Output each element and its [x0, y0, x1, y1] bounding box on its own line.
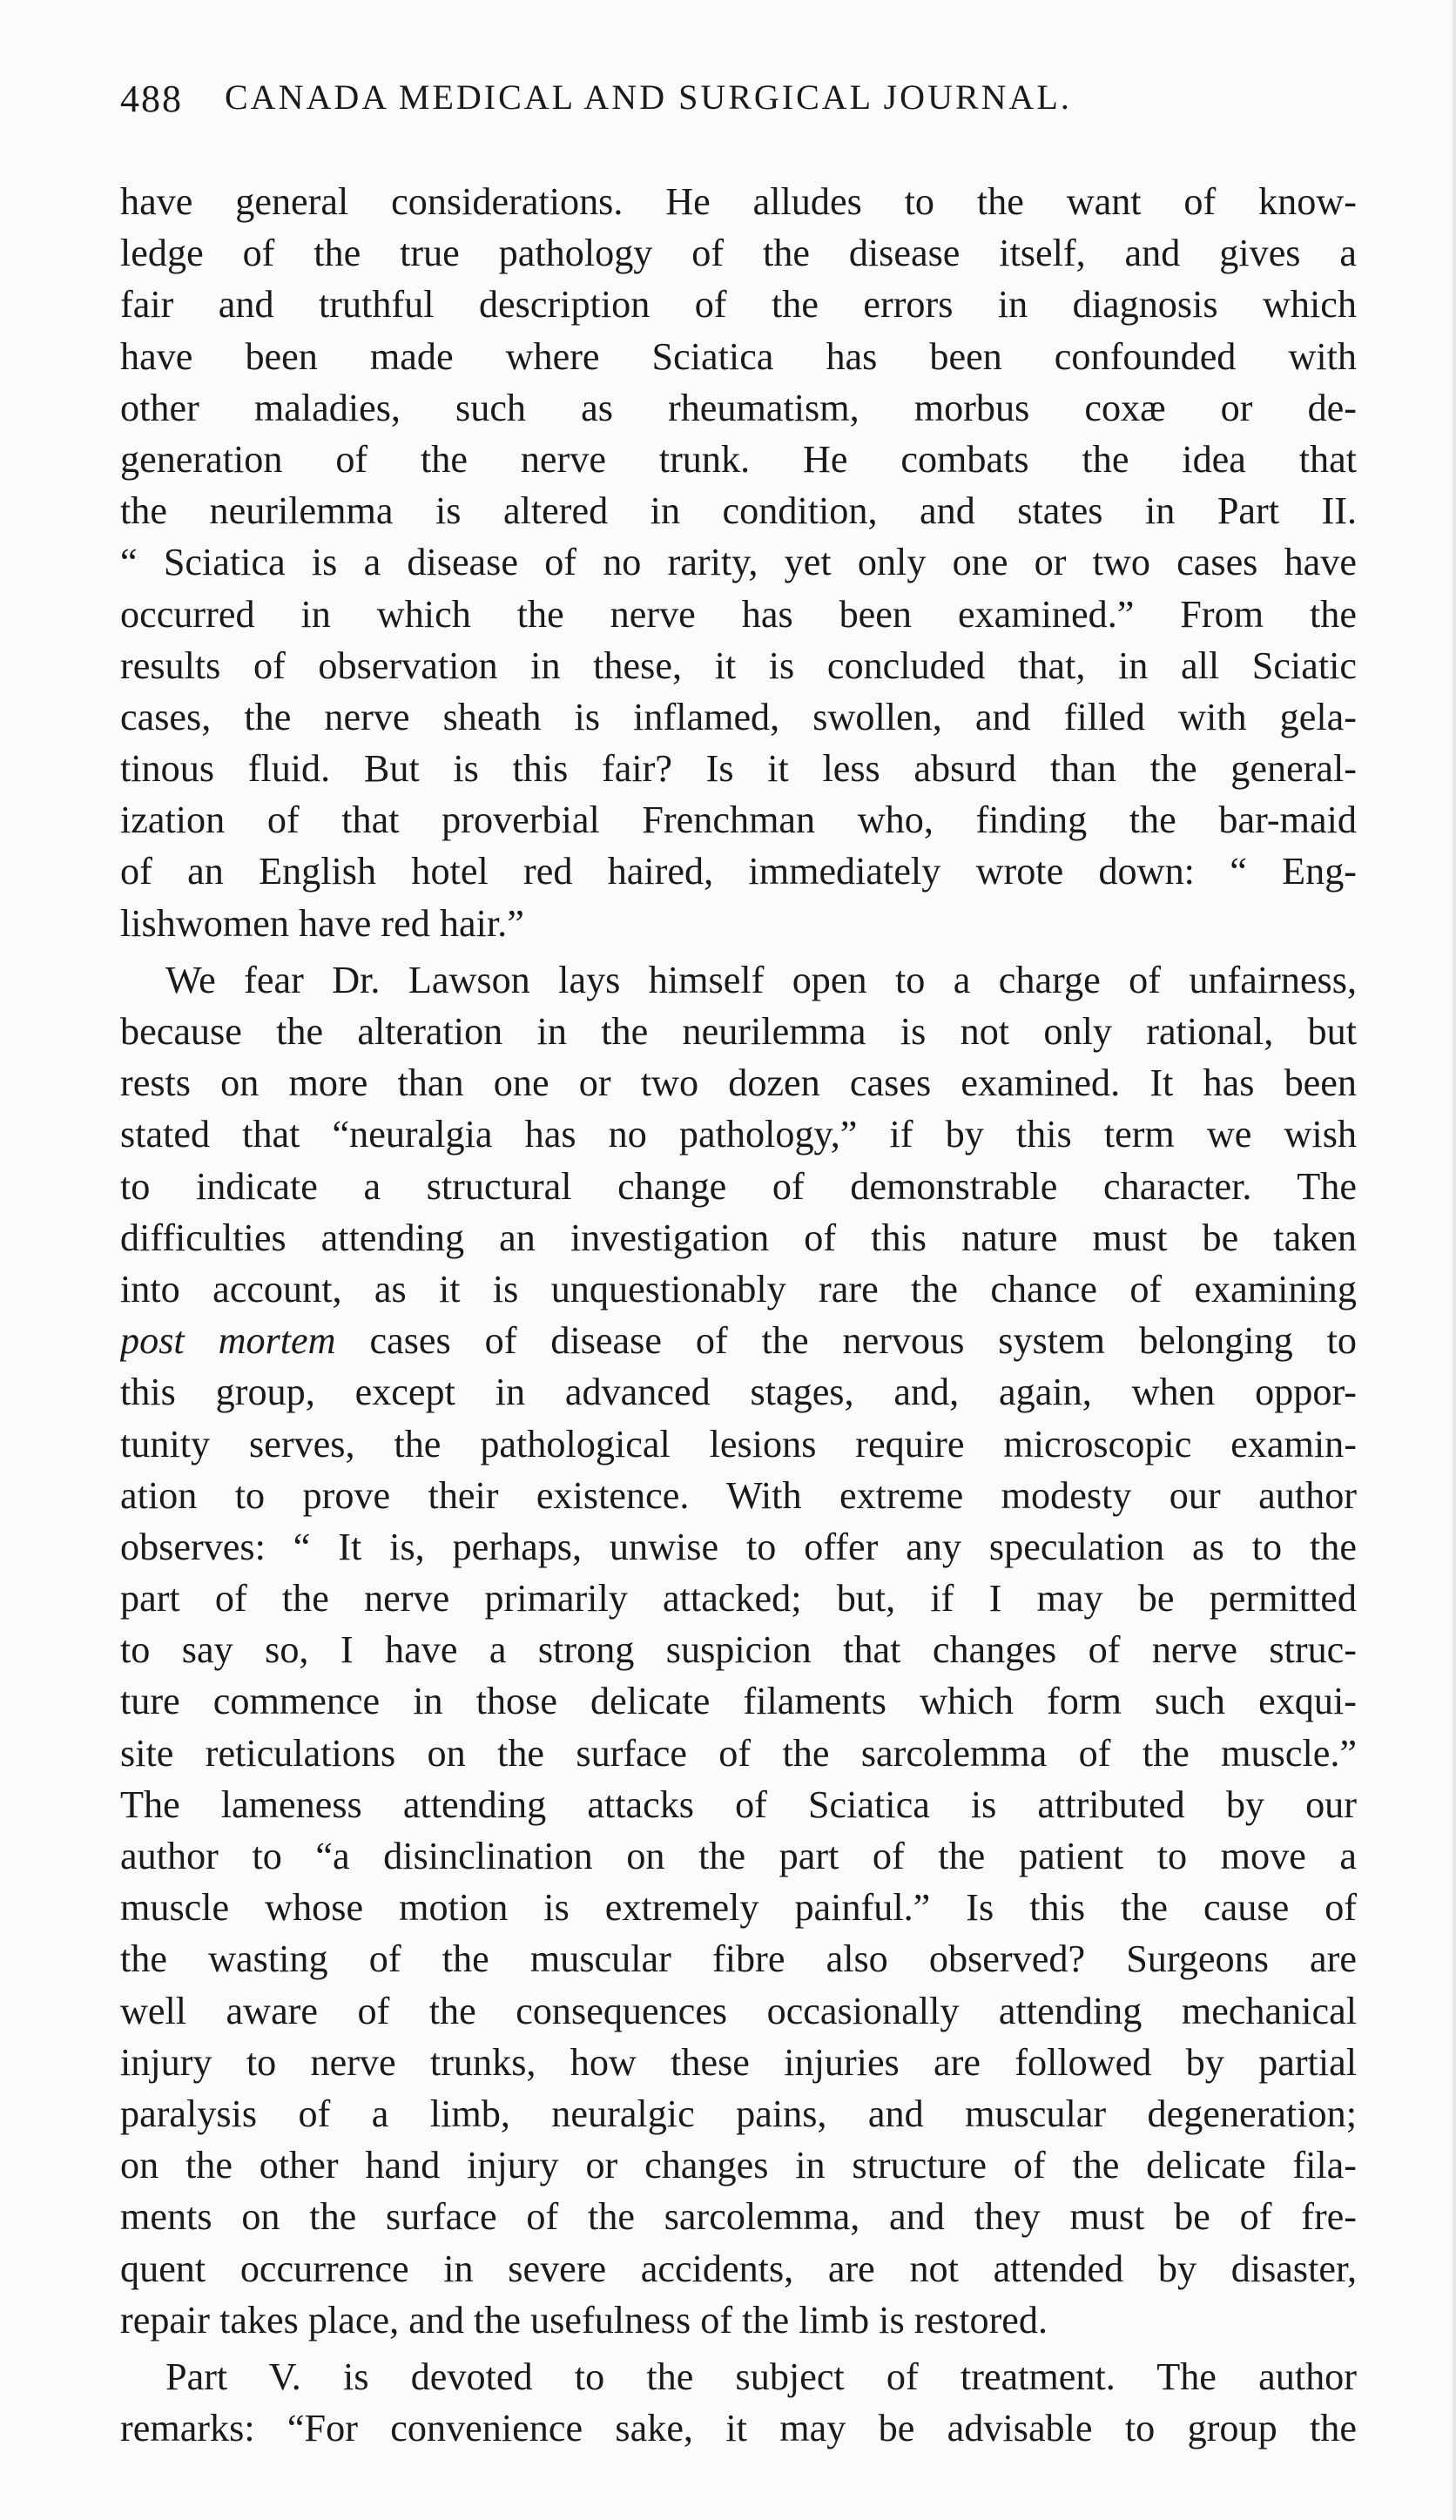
text-line: paralysis of a limb, neuralgic pains, and muscular degeneration;: [120, 2092, 1357, 2135]
text-line: part of the nerve primarily attacked; but, if I may be permitted: [120, 1577, 1357, 1620]
text-line: quent occurrence in severe accidents, are not attended by disaster,: [120, 2247, 1357, 2290]
text-line: this group, except in advanced stages, and, again, when oppor-: [120, 1371, 1357, 1414]
text-line: to indicate a structural change of demonstrable character. The: [120, 1164, 1357, 1208]
text-line: the wasting of the muscular fibre also observed? Surgeons are: [120, 1937, 1357, 1981]
text-line: generation of the nerve trunk. He combats the idea that: [120, 437, 1357, 481]
text-line: have general considerations. He alludes to the want of know-: [120, 180, 1357, 223]
text-line: stated that “neuralgia has no pathology,” if by this term we wish: [120, 1113, 1357, 1156]
text-line: site reticulations on the surface of the sarcolemma of the muscle.”: [120, 1731, 1357, 1775]
running-head: [120, 77, 1357, 138]
text-line: because the alteration in the neurilemma is not only rational, but: [120, 1010, 1357, 1053]
text-line: other maladies, such as rheumatism, morbus coxæ or de-: [120, 386, 1357, 429]
paragraph-end-line: repair takes place, and the usefulness of the limb is restored.: [120, 2298, 1048, 2341]
text-line: injury to nerve trunks, how these injuries are followed by partial: [120, 2040, 1357, 2084]
article-body: [120, 176, 1357, 2454]
text-line-with-italic: [120, 1315, 1357, 1366]
text-line: results of observation in these, it is concluded that, in all Sciatic: [120, 643, 1357, 687]
text-line: ledge of the true pathology of the disease itself, and gives a: [120, 232, 1357, 275]
paragraph-start-line: We fear Dr. Lawson lays himself open to a charge of unfairness,: [165, 958, 1357, 1001]
text-line: tinous fluid. But is this fair? Is it less absurd than the general-: [120, 747, 1357, 791]
text-line: observes: “ It is, perhaps, unwise to offer any speculation as to the: [120, 1525, 1357, 1568]
text-line: remarks: “For convenience sake, it may be advisable to group the: [120, 2407, 1357, 2450]
text-line: into account, as it is unquestionably rare the chance of examining: [120, 1267, 1357, 1311]
italic-phrase: post mortem: [120, 1319, 336, 1363]
text-line: the neurilemma is altered in condition, and states in Part II.: [120, 489, 1357, 533]
text-line: well aware of the consequences occasionally attending mechanical: [120, 1989, 1357, 2032]
text-line: have been made where Sciatica has been confounded with: [120, 334, 1357, 378]
text-line: The lameness attending attacks of Sciatica is attributed by our: [120, 1782, 1357, 1826]
text-line: author to “a disinclination on the part of the patient to move a: [120, 1835, 1357, 1877]
paragraph-end-line: lishwomen have red hair.”: [120, 901, 524, 945]
journal-title: CANADA MEDICAL AND SURGICAL JOURNAL.: [225, 77, 1072, 117]
text-line: of an English hotel red haired, immediately wrote down: “ Eng-: [120, 850, 1357, 893]
page-edge: [1453, 0, 1456, 2520]
text-line: ture commence in those delicate filaments which form such exqui-: [120, 1680, 1357, 1723]
text-line: fair and truthful description of the errors in diagnosis which: [120, 283, 1357, 327]
text-line: difficulties attending an investigation of this nature must be taken: [120, 1216, 1357, 1259]
page-number: 488: [120, 77, 183, 120]
text-line: tunity serves, the pathological lesions require microscopic examin-: [120, 1422, 1357, 1466]
text-line: on the other hand injury or changes in structure of the delicate fila-: [120, 2144, 1357, 2187]
text-line: cases, the nerve sheath is inflamed, swollen, and filled with gela-: [120, 695, 1357, 738]
text-line: ation to prove their existence. With extreme modesty our author: [120, 1473, 1357, 1517]
text-line: ization of that proverbial Frenchman who, finding the bar-maid: [120, 798, 1357, 842]
text-line: rests on more than one or two dozen cases examined. It has been: [120, 1061, 1357, 1105]
text-line: occurred in which the nerve has been examined.” From the: [120, 592, 1357, 636]
text-line: ments on the surface of the sarcolemma, and they must be of fre-: [120, 2195, 1357, 2239]
text-segment: cases of disease of the nervous system belonging to: [369, 1319, 1357, 1363]
text-line: to say so, I have a strong suspicion that changes of nerve struc-: [120, 1628, 1357, 1672]
text-line: “ Sciatica is a disease of no rarity, yet only one or two cases have: [120, 541, 1357, 584]
text-line: muscle whose motion is extremely painful.” Is this the cause of: [120, 1886, 1357, 1930]
paragraph-start-line: Part V. is devoted to the subject of treatment. The author: [165, 2355, 1357, 2398]
